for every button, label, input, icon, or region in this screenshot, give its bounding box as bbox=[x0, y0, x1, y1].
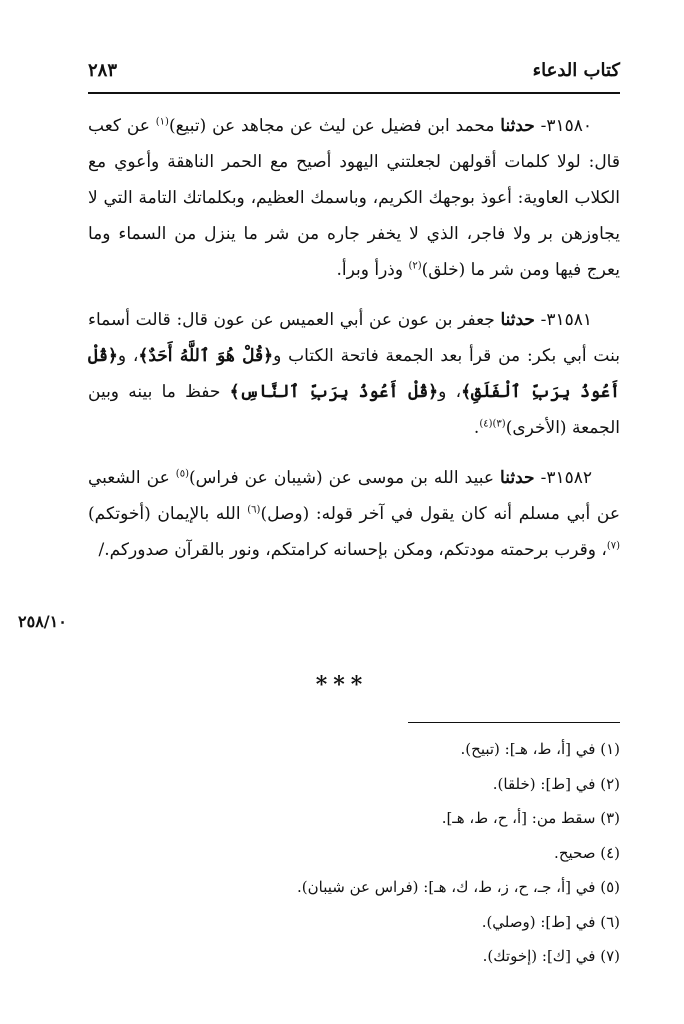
hadith-number: ٣١٥٨١- bbox=[540, 310, 592, 330]
hadith-text: محمد ابن فضيل عن ليث عن مجاهد عن (تبيع) bbox=[168, 116, 501, 136]
hadith-number: ٣١٥٨٠- bbox=[540, 116, 592, 136]
footnote: (٧) في [ك]: (إخوتك). bbox=[482, 947, 620, 965]
quran-verse: ﴿قُلْ أَعُوذُ بِرَبِّ ٱلنَّاسِ﴾ bbox=[229, 382, 439, 402]
footnote: (٢) في [ط]: (خلقا). bbox=[492, 774, 620, 793]
hadith-text: عبيد الله بن موسى عن (شيبان عن فراس) bbox=[188, 468, 501, 488]
hadith-text: الله بالإيمان (أخوتكم) bbox=[88, 504, 248, 524]
footnote-mark: (٢) bbox=[408, 260, 422, 272]
quran-verse: ﴿قُلْ هُوَ ٱللَّهُ أَحَدٌ﴾ bbox=[138, 346, 274, 366]
footnote-rule bbox=[408, 722, 620, 723]
footnote-mark: (٥) bbox=[175, 468, 189, 480]
haddathana: حدثنا bbox=[500, 116, 535, 136]
section-separator: *** bbox=[315, 672, 369, 698]
haddathana: حدثنا bbox=[500, 310, 535, 330]
hadith-text: جعفر بن عون عن أبي العميس عن عون قال: قالت أسماء بنت أبي بكر: من قرأ بعد الجمعة فاتحة الكتاب و bbox=[88, 310, 620, 366]
footnote: (٤) صحيح. bbox=[554, 843, 620, 862]
haddathana: حدثنا bbox=[500, 468, 535, 488]
footnote: (١) في [أ، ط، هـ]: (تبيح). bbox=[460, 740, 620, 758]
hadith-text: ، و bbox=[438, 382, 462, 402]
hadith-31582 bbox=[88, 460, 620, 568]
margin-volume-reference: ٢٥٨/١٠ bbox=[18, 612, 67, 631]
running-header-title: كتاب الدعاء bbox=[532, 60, 620, 81]
hadith-text: حفظ ما بينه وبين الجمعة (الأخرى) bbox=[88, 382, 620, 438]
hadith-number: ٣١٥٨٢- bbox=[540, 468, 593, 488]
footnote-mark: (٧) bbox=[606, 540, 620, 552]
footnotes bbox=[88, 732, 620, 974]
hadith-text: عن كعب قال: لولا كلمات أقولهن لجعلتني اليهود أصيح مع الحمر الناهقة وأعوي مع الكلاب العاوية: أعوذ بوجهك الكريم، وباسمك العظيم، وبكلماتك التامة التي لا يجاوزهن بر ولا فاجر، الذي لا يخفر جاره من شر ما ينزل من السماء وما يعرج فيها ومن شر ما (خلق) bbox=[88, 116, 620, 280]
hadith-text: وذرأ وبرأ. bbox=[336, 260, 409, 280]
hadith-body bbox=[88, 108, 620, 582]
header-rule bbox=[88, 92, 620, 94]
hadith-31581 bbox=[88, 302, 620, 446]
footnote: (٥) في [أ، جـ، ح، ز، ط، ك، هـ]: (فراس عن شيبان). bbox=[297, 878, 620, 896]
hadith-text: . bbox=[473, 418, 480, 438]
footnote-mark: (٦) bbox=[247, 504, 261, 516]
footnote: (٦) في [ط]: (وصلي). bbox=[481, 912, 620, 931]
hadith-31580 bbox=[88, 108, 620, 288]
footnote: (٣) سقط من: [أ، ح، ط، هـ]. bbox=[441, 809, 620, 827]
hadith-text: عن الشعبي عن أبي مسلم أنه كان يقول في آخر قوله: (وصل) bbox=[88, 468, 620, 524]
footnote-mark: (١) bbox=[155, 116, 169, 128]
footnote-mark: (٣)(٤) bbox=[479, 418, 506, 430]
hadith-text: ، وقرب برحمته مودتكم، ومكن بإحسانه كرامتكم، ونور بالقرآن صدوركم./ bbox=[98, 540, 607, 560]
hadith-text: ، و bbox=[117, 346, 139, 366]
page-number: ٢٨٣ bbox=[88, 60, 118, 81]
quran-verse: ﴿قُلْ أَعُوذُ بِرَبِّ ٱلْفَلَقِ﴾ bbox=[88, 346, 621, 402]
